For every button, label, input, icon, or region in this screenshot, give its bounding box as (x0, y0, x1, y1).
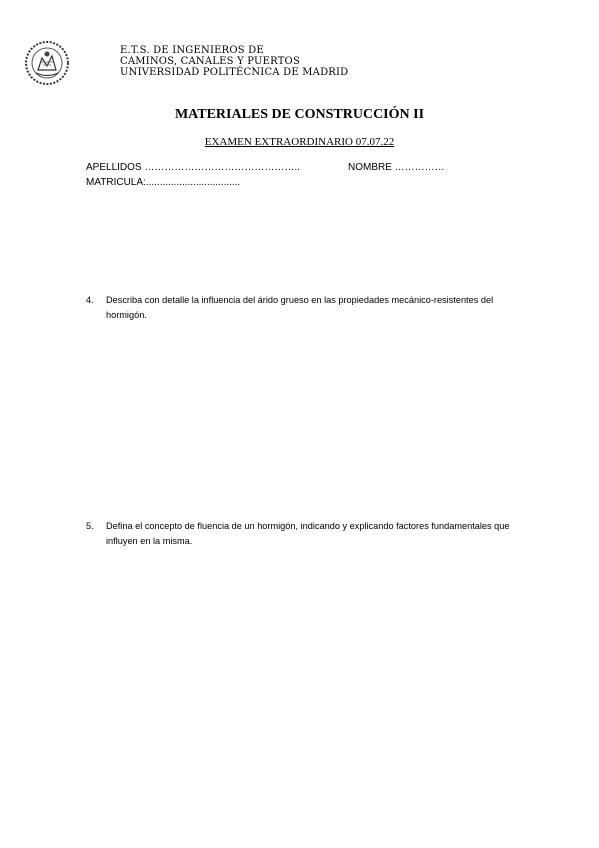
question-4 (86, 293, 536, 323)
exam-subtitle: EXAMEN EXTRAORDINARIO 07.07.22 (204, 136, 395, 148)
question-5 (86, 519, 536, 549)
matricula-field[interactable]: MATRICULA:.................................. (86, 177, 241, 188)
document-title: MATERIALES DE CONSTRUCCIÓN II (174, 107, 425, 122)
institution-name (120, 45, 348, 78)
institution-line: E.T.S. DE INGENIEROS DE (120, 45, 264, 56)
institution-line: UNIVERSIDAD POLITÉCNICA DE MADRID (120, 67, 349, 78)
question-text: Defina el concepto de fluencia de un hormigón, indicando y explicando factores fundamentales que influyen en la misma. (106, 521, 510, 546)
question-number: 5. (86, 521, 94, 531)
question-number: 4. (86, 295, 94, 305)
institution-line: CAMINOS, CANALES Y PUERTOS (120, 56, 301, 67)
university-seal-icon (24, 40, 70, 86)
question-text: Describa con detalle la influencia del árido grueso en las propiedades mecánico-resistentes del hormigón. (106, 295, 494, 320)
apellidos-field[interactable]: APELLIDOS ……………………………………….. (86, 162, 300, 173)
nombre-field[interactable]: NOMBRE …………… (348, 162, 445, 173)
